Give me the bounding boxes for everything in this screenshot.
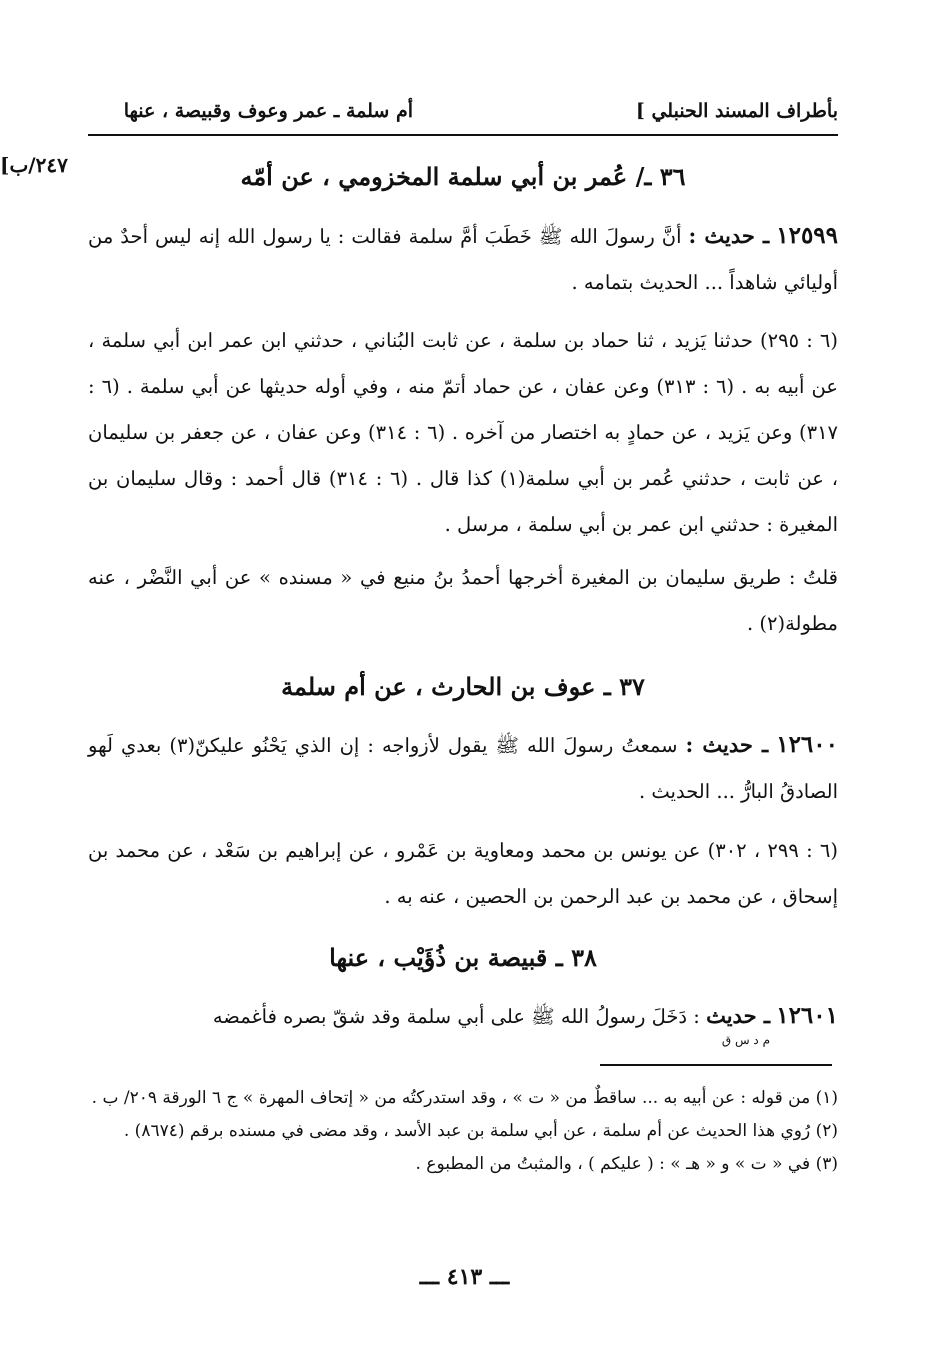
manuscript-folio-ref: [٢٤٧/ب: [0, 153, 68, 177]
footnotes: [88, 1082, 838, 1181]
hadith-number: ١٢٦٠٠: [776, 731, 838, 758]
hadith-keyword: ـ حديث م د س ق: [706, 993, 770, 1039]
hadith-12599: [88, 213, 838, 306]
hadith-text: سمعتُ رسولَ الله ﷺ يقول لأزواجه : إن الذي يَحْنُو عليكنّ(٣) بعدي لَهو الصادقُ البارُّ ... الحديث .: [88, 734, 838, 803]
section-title-37: ٣٧ ـ عوف بن الحارث ، عن أم سلمة: [281, 672, 645, 701]
page-number: ـــ ٤١٣ ـــ: [419, 1264, 510, 1290]
header-book-title: بأطراف المسند الحنبلي ]: [635, 100, 838, 122]
hadith-keyword: ـ حديث :: [685, 732, 769, 757]
hadith-number: ١٢٥٩٩: [776, 222, 839, 249]
section-title-38: ٣٨ ـ قبيصة بن ذُؤَيْب ، عنها: [329, 943, 597, 972]
sources-symbols: م د س ق: [721, 1033, 771, 1047]
hadith-12600: [88, 722, 838, 815]
hadith-text: أنَّ رسولَ الله ﷺ خَطَبَ أمَّ سلمة فقالت : يا رسول الله إنه ليس أحدٌ من أوليائي شاهداً ... الحديث بتمامه .: [88, 225, 838, 294]
hadith-number: ١٢٦٠١: [776, 1002, 838, 1029]
isnad-12600: (٦ : ٢٩٩ ، ٣٠٢) عن يونس بن محمد ومعاوية بن عَمْرو ، عن إبراهيم بن سَعْد ، عن محمد بن إسحاق ، عن محمد بن عبد الرحمن بن الحصين ، عنه به .: [88, 839, 838, 908]
author-note-12599: قلتُ : طريق سليمان بن المغيرة أخرجها أحمدُ بنُ منيع في « مسنده » عن أبي النَّضْر ، عنه مطولة(٢) .: [88, 566, 838, 635]
hadith-12601: [88, 993, 838, 1047]
footnote-3: (٣) في « ت » و « هـ » : ( عليكم ) ، والمثبتُ من المطبوع .: [415, 1154, 838, 1174]
hadith-keyword: ـ حديث :: [688, 223, 770, 248]
footnote-divider: [600, 1064, 832, 1066]
hadith-text: : دَخَلَ رسولُ الله ﷺ على أبي سلمة وقد شقّ بصره فأغمضه: [212, 1005, 700, 1028]
running-header: [88, 100, 838, 136]
isnad-12599: (٦ : ٢٩٥) حدثنا يَزيد ، ثنا حماد بن سلمة ، عن ثابت البُناني ، حدثني ابن عمر ابن أبي سلمة ، عن أبيه به . (٦ : ٣١٣) وعن عفان ، عن حماد أتمّ منه ، وفي أوله حديثها عن أبي سلمة . (٦ : ٣١٧) وعن يَزيد ، عن حمادٍ به اختصار من آخره . (٦ : ٣١٤) وعن عفان ، عن جعفر بن سليمان ، عن ثابت ، حدثني عُمر بن أبي سلمة(١) كذا قال . (٦ : ٣١٤) قال أحمد : وقال سليمان بن المغيرة : حدثني ابن عمر بن أبي سلمة ، مرسل .: [88, 329, 839, 536]
section-title-36: ٣٦ ـ/ عُمر بن أبي سلمة المخزومي ، عن أمّه: [240, 162, 686, 191]
header-topic: أم سلمة ـ عمر وعوف وقبيصة ، عنها: [123, 100, 413, 122]
footnote-1: (١) من قوله : عن أبيه به ... ساقطٌ من « ت » ، وقد استدركتُه من « إتحاف المهرة » ج ٦ الورقة ٢٠٩/ ب .: [91, 1088, 838, 1108]
footnote-2: (٢) رُوي هذا الحديث عن أم سلمة ، عن أبي سلمة بن عبد الأسد ، وقد مضى في مسنده برقم (٨٦٧٤) .: [123, 1121, 838, 1141]
